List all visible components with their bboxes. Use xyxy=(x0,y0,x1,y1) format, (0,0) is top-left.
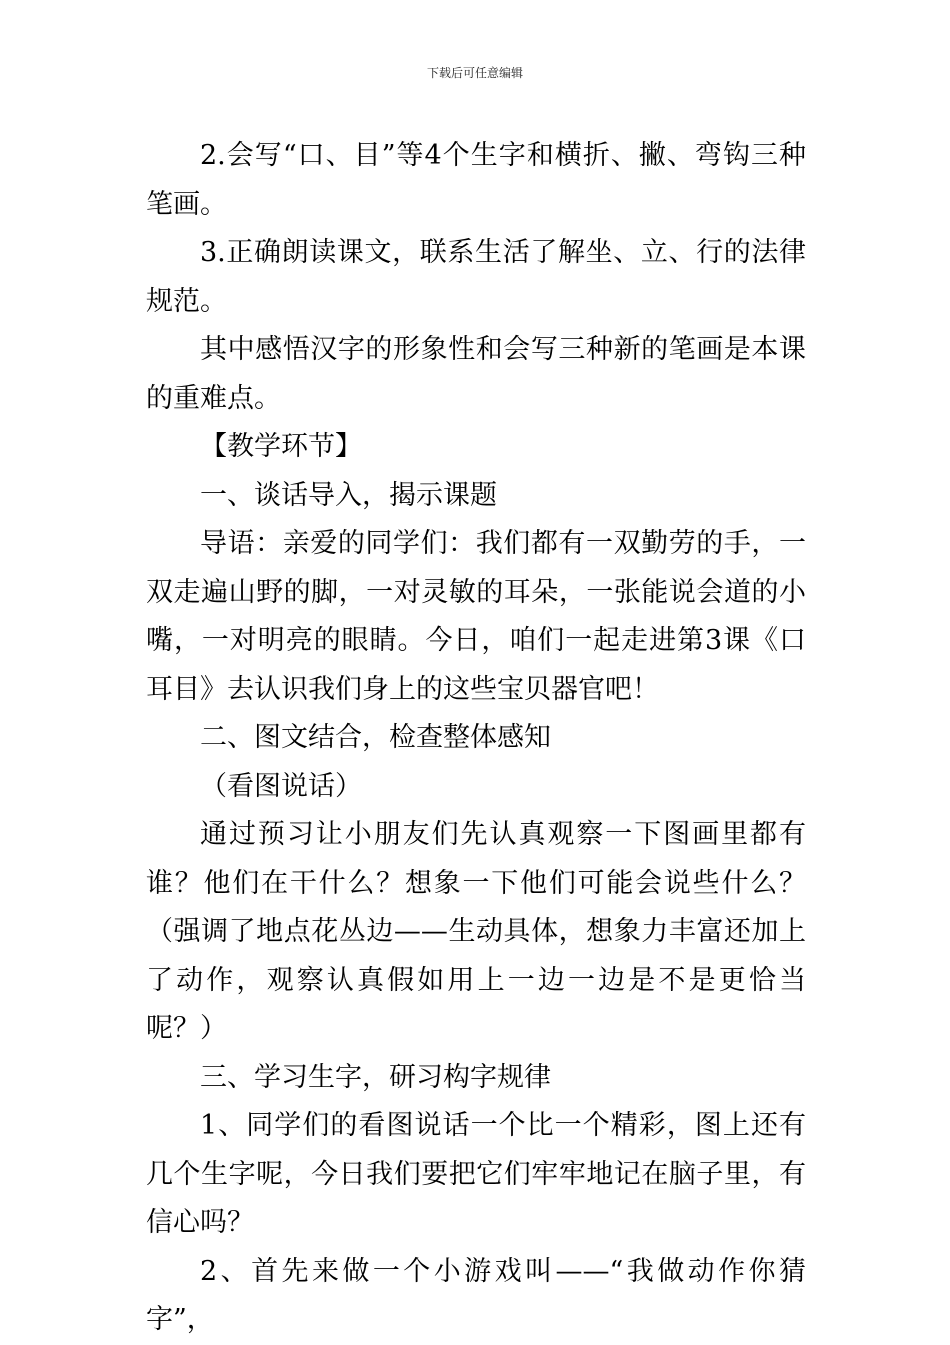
intro-speech-paragraph: 导语：亲爱的同学们：我们都有一双勤劳的手，一双走遍山野的脚，一对灵敏的耳朵，一张能说会道的小嘴，一对明亮的眼睛。今日，咱们一起走进第3课《口耳目》去认识我们身上的这些宝贝器官吧！ xyxy=(146,528,806,705)
step-2-heading: 二、图文结合，检查整体感知 xyxy=(200,722,551,753)
step-3-heading: 三、学习生字，研习构字规律 xyxy=(200,1061,551,1093)
key-difficulty-paragraph: 其中感悟汉字的形象性和会写三种新的笔画是本课的重难点。 xyxy=(146,334,806,414)
page-header: 下载后可任意编辑 xyxy=(426,66,523,80)
objective-3-paragraph: 3.正确朗读课文，联系生活了解坐、立、行的法律规范。 xyxy=(146,237,806,317)
picture-talk-label: （看图说话） xyxy=(200,770,362,802)
observation-paragraph: 通过预习让小朋友们先认真观察一下图画里都有谁？他们在干什么？想象一下他们可能会说些什么？（强调了地点花丛边——生动具体，想象力丰富还加上了动作，观察认真假如用上一边一边是不是更恰当呢？） xyxy=(146,819,806,1044)
step-1-heading: 一、谈话导入，揭示课题 xyxy=(200,479,497,511)
objective-2-paragraph: 2.会写“口、目”等4个生字和横折、撇、弯钩三种笔画。 xyxy=(146,140,806,220)
learning-item-1-paragraph: 1、同学们的看图说话一个比一个精彩，图上还有几个生字呢，今日我们要把它们牢牢地记在脑子里，有信心吗？ xyxy=(146,1110,806,1238)
learning-item-2-paragraph: 2、首先来做一个小游戏叫——“我做动作你猜字”， xyxy=(146,1255,806,1335)
document-body xyxy=(146,132,806,1345)
section-heading-teaching-steps: 【教学环节】 xyxy=(200,431,362,462)
